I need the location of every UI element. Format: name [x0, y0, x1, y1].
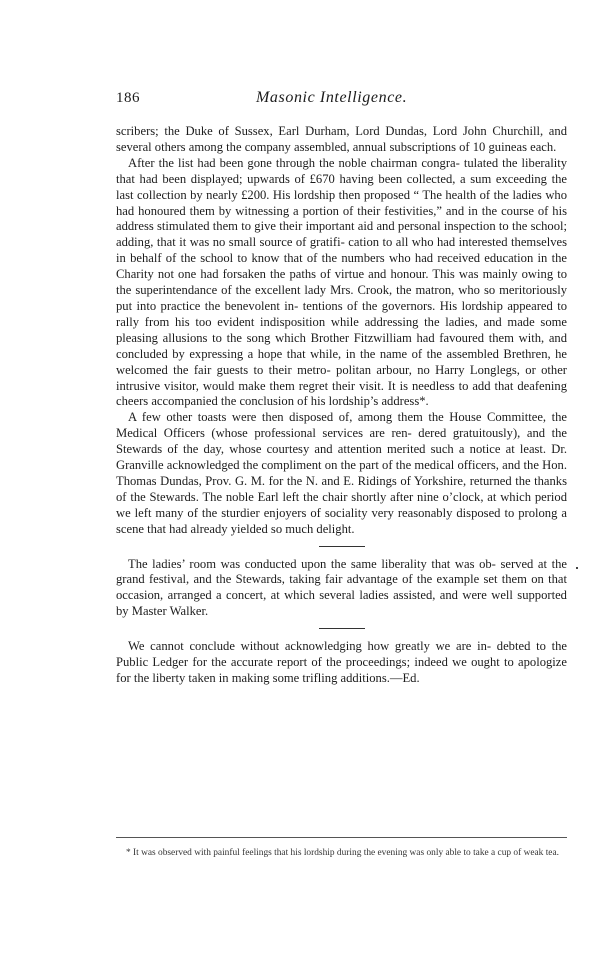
text-line: make them regret their visit. It is needless to add that deafening cheers	[116, 378, 568, 409]
paragraph-other-toasts	[116, 410, 567, 537]
page-header	[116, 90, 536, 112]
text-line: not one had forsaken the paths of virtue and honour. This was	[157, 267, 479, 282]
text-line: cation to all who had interested themselves in behalf of the school to	[116, 235, 567, 266]
section-divider	[319, 628, 365, 629]
body-text	[116, 124, 567, 687]
paragraph-ladies-room	[116, 557, 567, 621]
text-line: Churchill, and several others among the company assembled, annual	[116, 124, 567, 154]
text-line: the matron, who so meritoriously put into practice the benevolent in-	[116, 283, 567, 313]
text-line: indeed we ought to apologize for the liberty taken in making some	[116, 655, 567, 685]
text-line: of sociality very reasonably disposed to prolong a scene that had already	[116, 505, 567, 536]
text-line: the thanks of the Stewards. The noble Earl left the chair shortly	[116, 473, 568, 504]
text-line: his address stimulated them to give their important aid and personal	[116, 203, 567, 234]
text-line: Committee, the Medical Officers (whose professional services are ren-	[116, 410, 567, 441]
text-line: scribers; the Duke of Sussex, Earl Durham, Lord Dundas, Lord John	[116, 124, 487, 138]
text-line: politan arbour, no Harry Longlegs, or other intrusive visitor, would	[116, 362, 567, 393]
text-line: yielded so much delight.	[230, 521, 355, 536]
text-line: evident indisposition while addressing the ladies, and made some pleasing	[116, 314, 568, 345]
text-line: A few other toasts were then disposed of, among them the House	[128, 410, 482, 425]
text-line: tulated the liberality that had been displayed; upwards of £670 having	[116, 155, 567, 186]
text-line: served at the grand festival, and the Stewards, taking fair advantage of	[116, 556, 568, 587]
text-line: them by witnessing a portion of their festivities,” and in the course of	[189, 203, 549, 218]
footnote-line: to take a cup of weak tea.	[463, 848, 559, 858]
text-line: lordship then proposed “ The health of the ladies who had honoured	[116, 187, 568, 218]
text-line: debted to the Public Ledger for the accurate report of the proceedings;	[116, 639, 567, 670]
text-line: We cannot conclude without acknowledging how greatly we are in-	[128, 639, 492, 654]
paragraph-acknowledgement	[116, 639, 567, 687]
text-line: allusions to the song which Brother Fitzwilliam had favoured them	[162, 330, 514, 345]
text-line: tentions of the governors. His lordship appeared to rally from his too	[116, 298, 567, 329]
text-line: the example set them on that occasion, arranged a concert, at which	[116, 572, 567, 603]
text-line: trifling additions.—Ed.	[302, 671, 420, 685]
text-line: been collected, a sum exceeding the last collection by nearly £200. His	[116, 171, 567, 202]
footnote	[116, 847, 567, 859]
footnote-line: * It was observed with painful feelings that his lordship during the evening was only able	[126, 848, 462, 858]
text-line: with, and concluded by expressing a hope that while, in the name of	[116, 330, 568, 361]
page-number: 186	[116, 90, 140, 106]
paragraph-chairman-speech	[116, 156, 567, 411]
text-line: attention merited such a notice at least. Dr. Granville acknowledged	[116, 442, 567, 473]
paragraph-continuation	[116, 124, 567, 156]
text-line: The ladies’ room was conducted upon the same liberality that was ob-	[128, 556, 496, 571]
margin-mark	[576, 567, 578, 569]
text-line: know that of the numbers who had received education in the Charity	[116, 251, 567, 282]
text-line: several ladies assisted, and were well supported by Master Walker.	[116, 588, 567, 619]
section-divider	[319, 546, 365, 547]
text-line: subscriptions of 10 guineas each.	[389, 139, 557, 154]
text-line: Dundas, Prov. G. M. for the N. and E. Ridings of Yorkshire, returned	[160, 473, 512, 488]
text-line: after nine o’clock, at which period we left many of the sturdier enjoyers	[116, 489, 567, 520]
text-line: inspection to the school; adding, that it was no small source of gratifi-	[116, 219, 568, 250]
text-line: mainly owing to the superintendance of the excellent lady Mrs. Crook,	[116, 267, 567, 298]
text-line: dered gratuitously), and the Stewards of the day, whose courtesy and	[116, 426, 567, 457]
text-line: the assembled Brethren, he welcomed the fair guests to their metro-	[116, 346, 568, 377]
running-head: Masonic Intelligence.	[256, 89, 408, 106]
text-line: the compliment on the part of the medical officers, and the Hon. Thomas	[116, 458, 567, 488]
footnote-rule	[116, 837, 567, 838]
text-line: After the list had been gone through the noble chairman congra-	[128, 155, 460, 170]
text-line: accompanied the conclusion of his lordship’s address*.	[151, 394, 429, 409]
